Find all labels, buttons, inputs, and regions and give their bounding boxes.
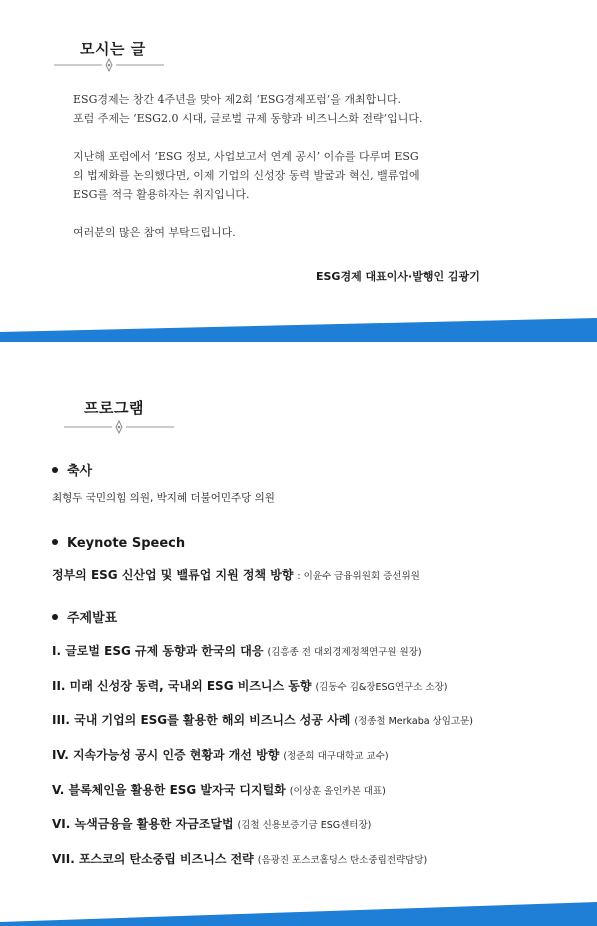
presentation-title: II. 미래 신성장 동력, 국내외 ESG 비즈니스 동향 xyxy=(52,679,312,693)
greeting-title: 모시는 글 xyxy=(80,40,146,58)
presentations-heading-label: 주제발표 xyxy=(67,611,118,626)
greeting-line: 지난해 포럼에서 ‘ESG 정보, 사업보고서 연계 공시’ 이슈를 다루며 ESG xyxy=(73,150,419,163)
presentation-title: I. 글로벌 ESG 규제 동향과 한국의 대응 xyxy=(52,644,264,658)
presentation-title: IV. 지속가능성 공시 인증 현황과 개선 방향 xyxy=(52,748,280,762)
presentation-speaker: (정준희 대구대학교 교수) xyxy=(283,751,389,762)
greeting-body xyxy=(73,90,503,261)
presentation-item xyxy=(52,781,386,798)
bullet-icon xyxy=(52,467,58,473)
greeting-paragraph-1 xyxy=(73,90,503,128)
presentation-speaker: (김흥종 전 대외경제정책연구원 원장) xyxy=(267,647,422,658)
presentation-title: III. 국내 기업의 ESG를 활용한 해외 비즈니스 성공 사례 xyxy=(52,713,351,727)
presentation-item xyxy=(52,850,427,867)
keynote-speaker: : 이윤수 금융위원회 증선위원 xyxy=(297,571,420,582)
presentation-speaker: (이상훈 올인카본 대표) xyxy=(289,786,386,797)
congrats-heading xyxy=(52,460,92,479)
greeting-line: 의 법제화를 논의했다면, 이제 기업의 신성장 동력 발굴과 혁신, 밸류업에 xyxy=(73,169,420,182)
presentation-item xyxy=(52,711,473,728)
greeting-line: ESG경제는 창간 4주년을 맞아 제2회 ‘ESG경제포럼’을 개최합니다. xyxy=(73,93,401,106)
bullet-icon xyxy=(52,614,58,620)
presentation-speaker: (김철 신용보증기금 ESG센터장) xyxy=(237,820,372,831)
greeting-line: 포럼 주제는 ‘ESG2.0 시대, 글로벌 규제 동향과 비즈니스화 전략’입니다. xyxy=(73,112,423,125)
signature: ESG경제 대표이사·발행인 김광기 xyxy=(316,270,480,283)
accent-band-bottom xyxy=(0,896,597,926)
presentation-title: VI. 녹색금융을 활용한 자금조달법 xyxy=(52,817,234,831)
presentation-title: V. 블록체인을 활용한 ESG 발자국 디지털화 xyxy=(52,783,286,797)
presentation-item xyxy=(52,815,371,832)
presentation-speaker: (음광진 포스코홀딩스 탄소중립전략담당) xyxy=(257,855,428,866)
keynote-heading-label: Keynote Speech xyxy=(67,536,186,551)
keynote-heading xyxy=(52,536,185,551)
presentations-heading xyxy=(52,607,117,626)
presentation-title: VII. 포스코의 탄소중립 비즈니스 전략 xyxy=(52,852,254,866)
congrats-heading-label: 축사 xyxy=(67,464,93,479)
presentation-item xyxy=(52,677,448,694)
greeting-paragraph-3 xyxy=(73,223,503,242)
congrats-text: 최형두 국민의힘 의원, 박지혜 더불어민주당 의원 xyxy=(52,492,275,504)
program-title: 프로그램 xyxy=(84,399,144,417)
greeting-line: 여러분의 많은 참여 부탁드립니다. xyxy=(73,226,236,239)
greeting-paragraph-2 xyxy=(73,147,503,204)
presentation-item xyxy=(52,746,389,763)
keynote-title: 정부의 ESG 신산업 및 밸류업 지원 정책 방향 xyxy=(52,568,294,582)
accent-band-top xyxy=(0,318,597,350)
keynote-item xyxy=(52,566,420,583)
presentation-speaker: (김동수 김&장ESG연구소 소장) xyxy=(315,682,448,693)
presentation-speaker: (정종철 Merkaba 상임고문) xyxy=(354,716,473,727)
divider-ornament-icon xyxy=(54,58,164,72)
bullet-icon xyxy=(52,539,58,545)
greeting-line: ESG를 적극 활용하자는 취지입니다. xyxy=(73,188,250,201)
presentation-item xyxy=(52,642,422,659)
divider-ornament-icon xyxy=(64,420,174,434)
